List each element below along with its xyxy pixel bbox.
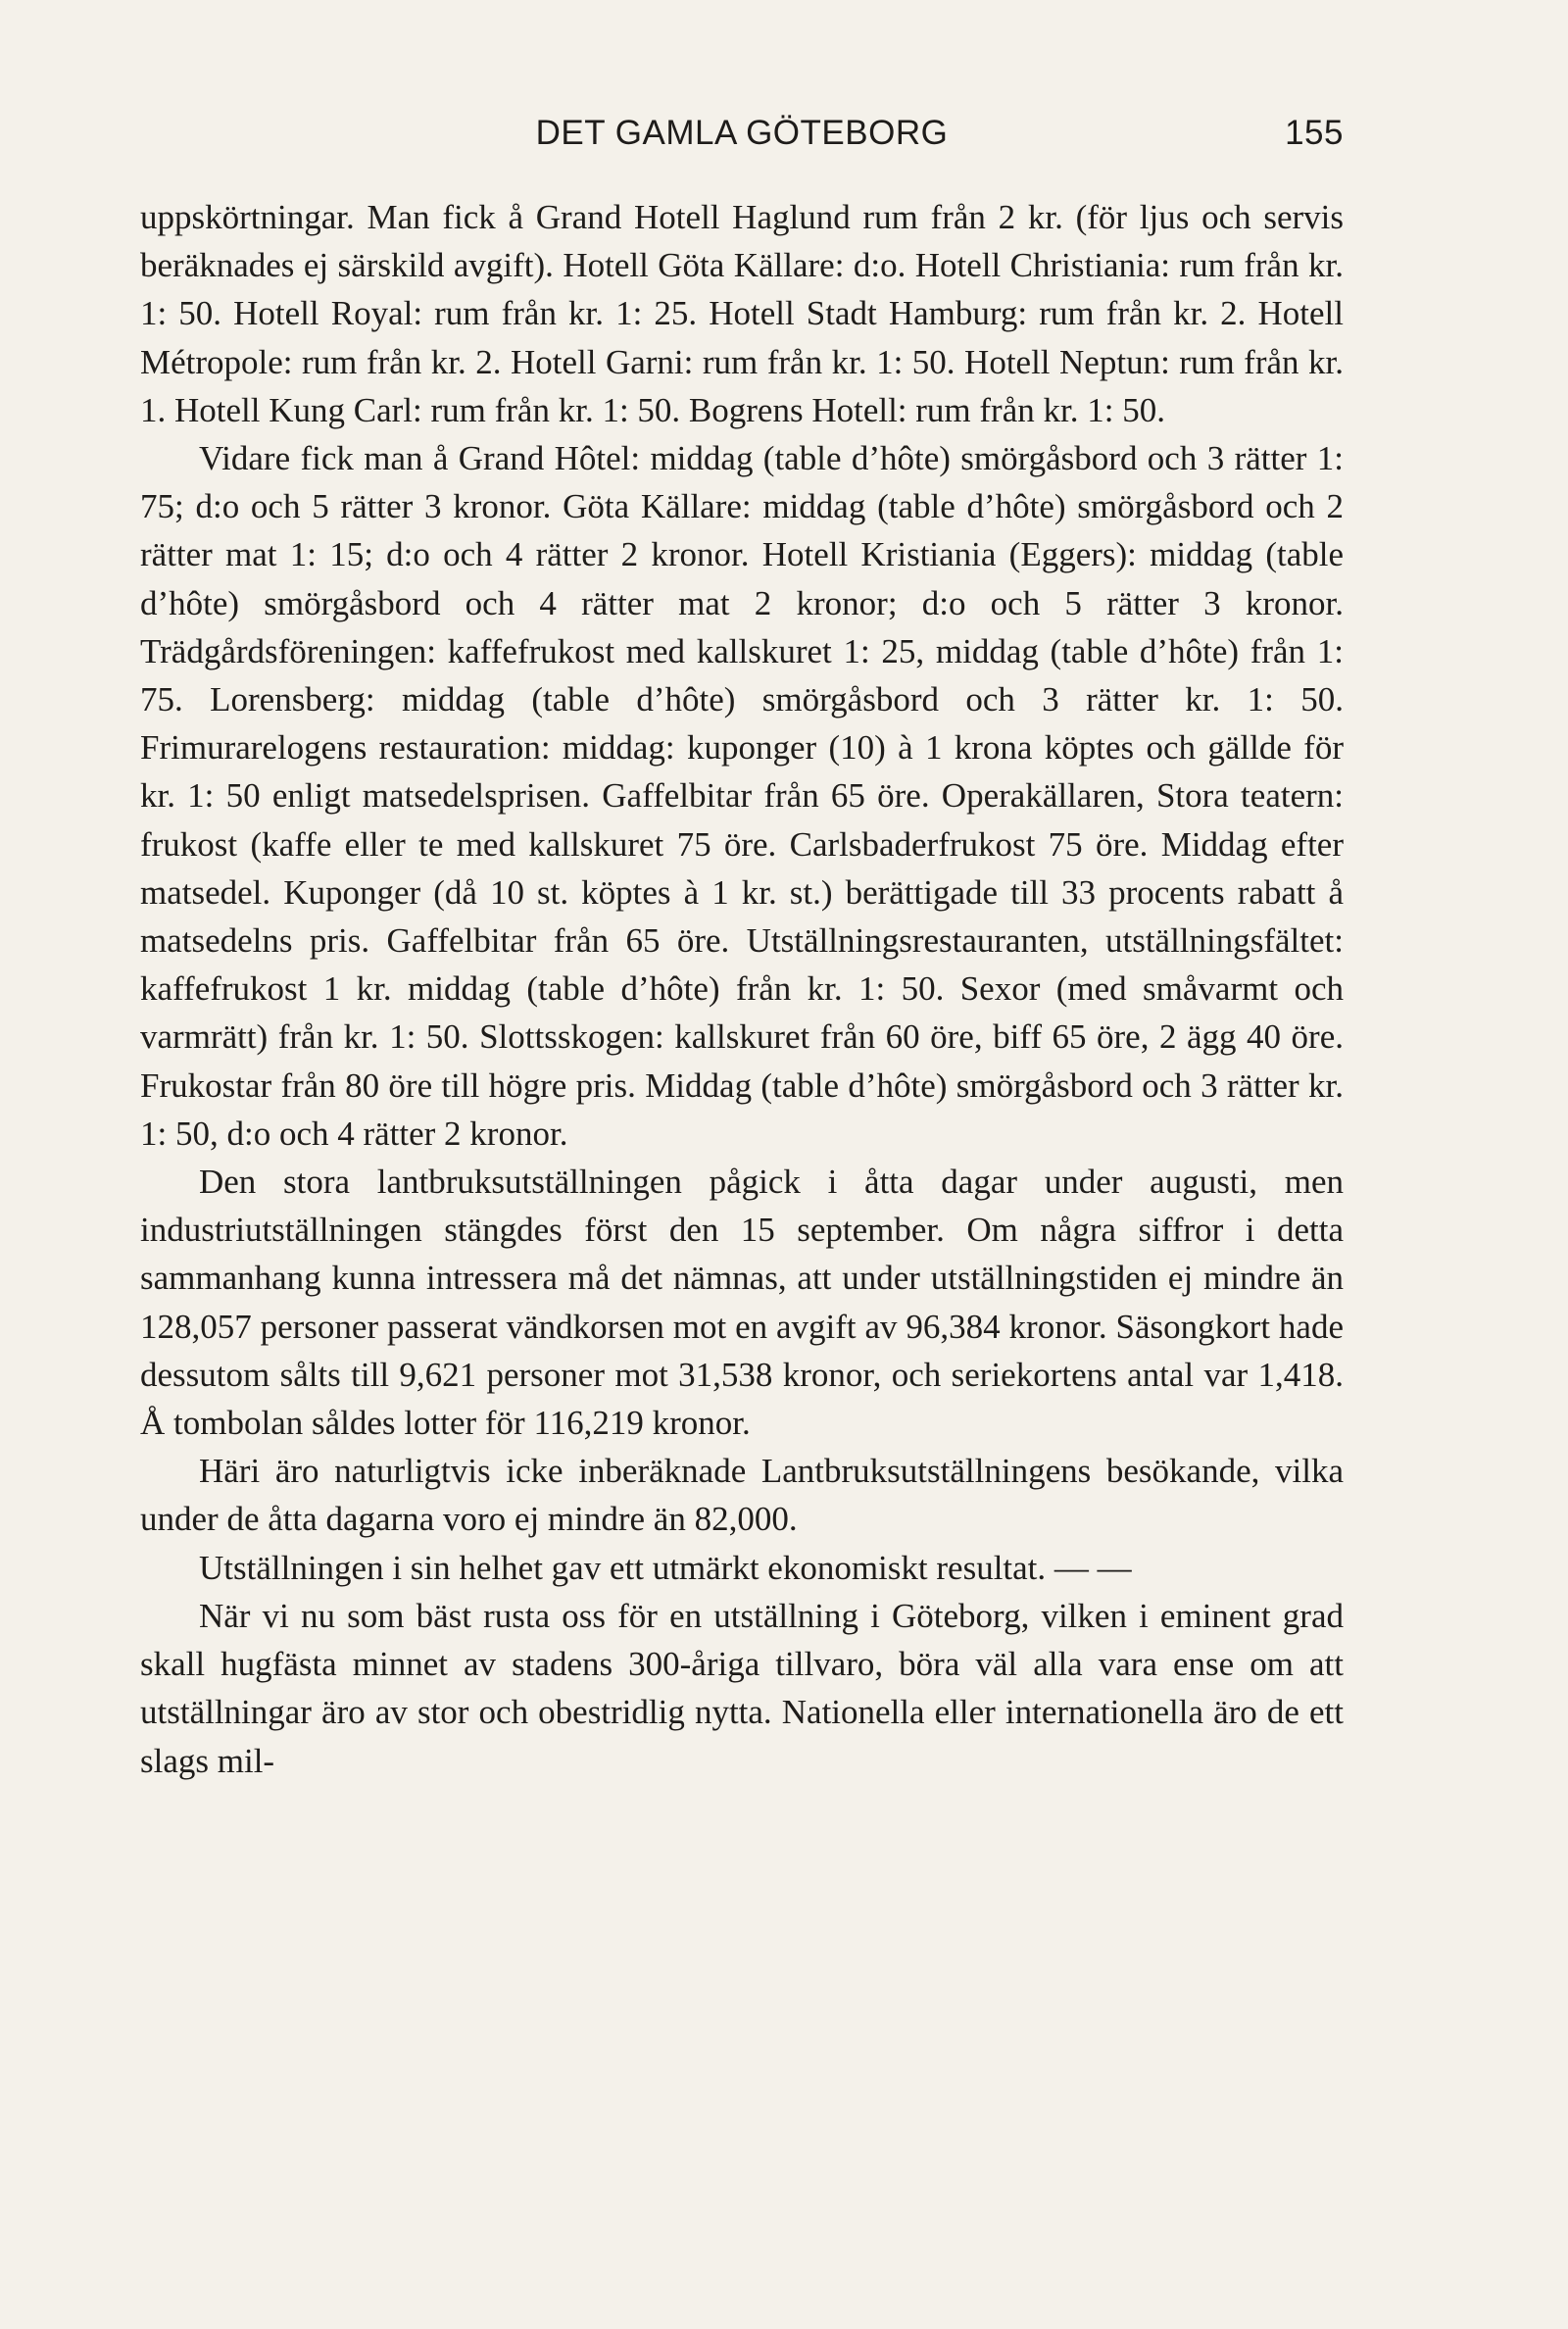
paragraph-economic-result: Utställningen i sin helhet gav ett utmärkt ekonomiskt resultat. — — [199, 1548, 1132, 1587]
paragraph-dinner-prices: Vidare fick man å Grand Hôtel: middag (table d’hôte) smörgåsbord och 3 rätter 1: 75; d:o och 5 rätter 3 kronor. Göta Källare: middag (table d’hôte) smörgåsbord och 2 rätter mat 1: 15; d:o och 4 rätter 2 kronor. Hotell Kristiania (Eggers): middag (table d’hôte) smörgåsbord och 4 rätter mat 2 kronor; d:o och 5 rätter 3 kronor. Trädgårdsföreningen: kaffefrukost med kallskuret 1: 25, middag (table d’hôte) från 1: 75. Lorensberg: middag (table d’hôte) smörgåsbord och 3 rätter kr. 1: 50. Frimurarelogens restauration: middag: kuponger (10) à 1 krona köptes och gällde för kr. 1: 50 enligt matsedelsprisen. Gaffelbitar från 65 öre. Operakällaren, Stora teatern: frukost (kaffe eller te med kallskuret 75 öre. Carlsbaderfrukost 75 öre. Middag efter matsedel. Kuponger (då 10 st. köptes à 1 kr. st.) berättigade till 33 procents rabatt å matsedelns pris. Gaffelbitar från 65 öre. Utställningsrestauranten, utställningsfältet: kaffefrukost 1 kr. middag (table d’hôte) från kr. 1: 50. Sexor (med småvarmt och varmrätt) från kr. 1: 50. Slottsskogen: kallskuret från 60 öre, biff 65 öre, 2 ägg 40 öre. Frukostar från 80 öre till högre pris. Middag (table d’hôte) smörgåsbord och 3 rätter kr. 1: 50, d:o och 4 rätter 2 kronor. [140, 439, 1344, 1153]
running-head [140, 106, 1344, 161]
paragraph-future-exhibition: När vi nu som bäst rusta oss för en utställning i Göteborg, vilken i eminent grad skall hugfästa minnet av stadens 300-åriga tillvaro, böra väl alla vara ense om att utställningar äro av stor och obestridlig nytta. Nationella eller internationella äro de ett slags mil- [140, 1596, 1344, 1780]
paragraph-hotel-rooms: uppskörtningar. Man fick å Grand Hotell Haglund rum från 2 kr. (för ljus och servis beräknades ej särskild avgift). Hotell Göta Källare: d:o. Hotell Christiania: rum från kr. 1: 50. Hotell Royal: rum från kr. 1: 25. Hotell Stadt Hamburg: rum från kr. 2. Hotell Métropole: rum från kr. 2. Hotell Garni: rum från kr. 1: 50. Hotell Neptun: rum från kr. 1. Hotell Kung Carl: rum från kr. 1: 50. Bogrens Hotell: rum från kr. 1: 50. [140, 198, 1344, 429]
paragraph-agricultural-visitors: Häri äro naturligtvis icke inberäknade Lantbruksutställningens besökande, vilka under de åtta dagarna voro ej mindre än 82,000. [140, 1452, 1344, 1539]
running-title: DET GAMLA GÖTEBORG [535, 114, 949, 152]
paragraph-exhibition-attendance: Den stora lantbruksutställningen pågick i åtta dagar under augusti, men industriutställningen stängdes först den 15 september. Om några siffror i detta sammanhang kunna intressera må det nämnas, att under utställningstiden ej mindre än 128,057 personer passerat vändkorsen mot en avgift av 96,384 kronor. Säsongkort hade dessutom sålts till 9,621 personer mot 31,538 kronor, och seriekortens antal var 1,418. Å tombolan såldes lotter för 116,219 kronor. [140, 1163, 1344, 1443]
page-number: 155 [1285, 114, 1344, 152]
body-text [140, 193, 1344, 1785]
